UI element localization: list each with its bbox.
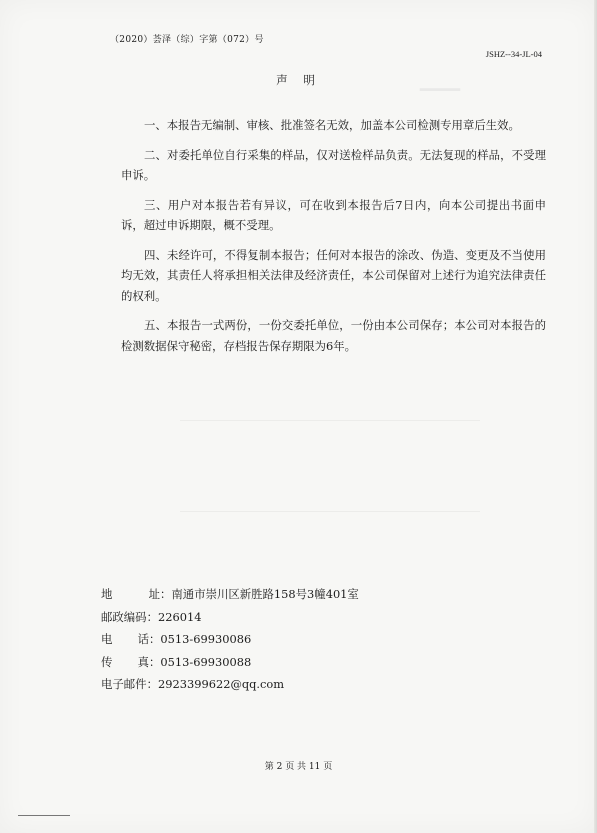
address-value: 南通市崇川区新胜路158号3幢401室 xyxy=(171,587,359,601)
page-title: 声 明 xyxy=(276,73,321,87)
contact-info xyxy=(101,583,359,696)
fax-row: 传 真 ： 0513-69930088 xyxy=(101,651,359,674)
email-label: 电子邮件： xyxy=(101,677,158,691)
declaration-body xyxy=(121,115,546,365)
email-value: 2923399622@qq.com xyxy=(157,677,285,691)
report-number: （2020）荟泽（综）字第（072）号 xyxy=(110,35,264,45)
fax-value: 0513-69930088 xyxy=(160,654,252,669)
postcode-value: 226014 xyxy=(157,609,202,624)
address-row: 地 址 ： 南通市崇川区新胜路158号3幢401室 xyxy=(101,583,359,606)
declaration-item: 一、本报告无编制、审核、批准签名无效，加盖本公司检测专用章后生效。 xyxy=(144,118,520,132)
scan-edge-line xyxy=(18,815,70,816)
declaration-item: 二、对委托单位自行采集的样品，仅对送检样品负责。无法复现的样品，不受理申诉。 xyxy=(121,147,546,182)
phone-label: 电 话 xyxy=(101,632,149,646)
declaration-item: 四、未经许可，不得复制本报告；任何对本报告的涂改、伪造、变更及不当使用均无效，其责任人将承担相关法律及经济责任，本公司保留对上述行为追究法律责任的权利。 xyxy=(121,247,546,303)
postcode-row xyxy=(101,606,359,629)
page-number: 第 2 页 共 11 页 xyxy=(264,762,333,772)
declaration-item: 五、本报告一式两份，一份交委托单位，一份由本公司保存；本公司对本报告的检测数据保守秘密，存档报告保存期限为6年。 xyxy=(121,318,546,353)
phone-value: 0513-69930086 xyxy=(160,632,252,646)
background-watermark: — xyxy=(420,63,460,108)
postcode-label: 邮政编码： xyxy=(101,609,158,624)
background-watermark xyxy=(180,420,480,512)
phone-row: 电 话 ： 0513-69930086 xyxy=(101,628,359,651)
fax-label: 传 真 xyxy=(101,654,149,669)
email-row xyxy=(101,673,359,696)
document-code: JSHZ--34-JL-04 xyxy=(485,49,542,59)
address-label: 地 址 xyxy=(101,587,160,601)
declaration-item: 三、用户对本报告若有异议，可在收到本报告后7日内，向本公司提出书面申诉，超过申诉期限，概不受理。 xyxy=(121,197,546,232)
